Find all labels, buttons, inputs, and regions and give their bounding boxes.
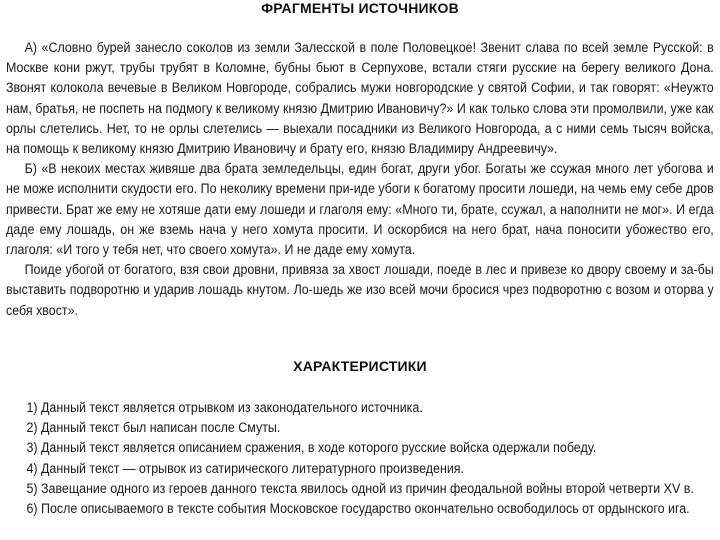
characteristic-item-5: 5) Завещание одного из героев данного текста явилось одной из причин феодальной войны второй четверти XV в. xyxy=(26,480,694,496)
characteristic-item-1: 1) Данный текст является отрывком из законодательного источника. xyxy=(26,400,423,415)
fragment-b-continued: Поиде убогой от богатого, взя свои дровни, привяза за хвост лошади, поеде в лес и привезе ко двору своему и за-бы выставить подворотню и ударив лошадь кнутом. Ло-шедь же изо всей мочи бросися чрез подворотню с возом и оторва у себя хвост». xyxy=(6,262,714,318)
characteristic-item-6: 6) После описываемого в тексте события Московское государство окончательно освободилось от ордынского ига. xyxy=(26,501,690,517)
characteristics-list xyxy=(6,398,714,519)
fragment-a: А) «Словно бурей занесло соколов из земли Залесской в поле Половецкое! Звенит слава по всей земле Русской: в Москве кони ржут, трубы трубят в Коломне, бубны бьют в Серпухове, встали стяги русские на берегу великого Дона. Звонят колокола вечевые в Великом Новгороде, собрались мужи новгородские у святой Софии, и так говорят: «Неужто нам, братья, не поспеть на подмогу к великому князю Дмитрию Ивановичу?» И как только слова эти промолвили, уже как орлы слетелись. Нет, то не орлы слетелись — выехали посадники из Великого Новгорода, а с ними семь тысяч войска, на помощь к великому князю Дмитрию Ивановичу и брату его, князю Владимиру Андреевичу». xyxy=(6,40,714,157)
characteristics-heading: ХАРАКТЕРИСТИКИ xyxy=(293,358,427,374)
characteristic-item-3: 3) Данный текст является описанием сражения, в ходе которого русские войска одержали победу. xyxy=(26,440,597,456)
characteristic-item-4: 4) Данный текст — отрывок из сатирического литературного произведения. xyxy=(26,460,464,476)
fragment-b: Б) «В некоих местах живяше два брата земледельцы, един богат, други убог. Богаты же ссужая много лет убогова и не може исполнити скудости его. По неколику времени при-иде убоги к богатому просити лошеди, на чемь ему себе дров привести. Брат же ему не хотяше дати ему лошеди и глаголя ему: «Много ти, брате, ссужал, а наполнити не мог». И егда даде ему лошадь, он же вземь нача у него хомута просити. И оскорбися на него брат, нача поносити убожество его, глаголя: «И того у тебя нет, что своего хомута». И не даде ему хомута. xyxy=(6,161,714,258)
sources-section xyxy=(6,38,714,321)
sources-heading: ФРАГМЕНТЫ ИСТОЧНИКОВ xyxy=(261,0,459,16)
characteristic-item-2: 2) Данный текст был написан после Смуты. xyxy=(26,420,281,436)
